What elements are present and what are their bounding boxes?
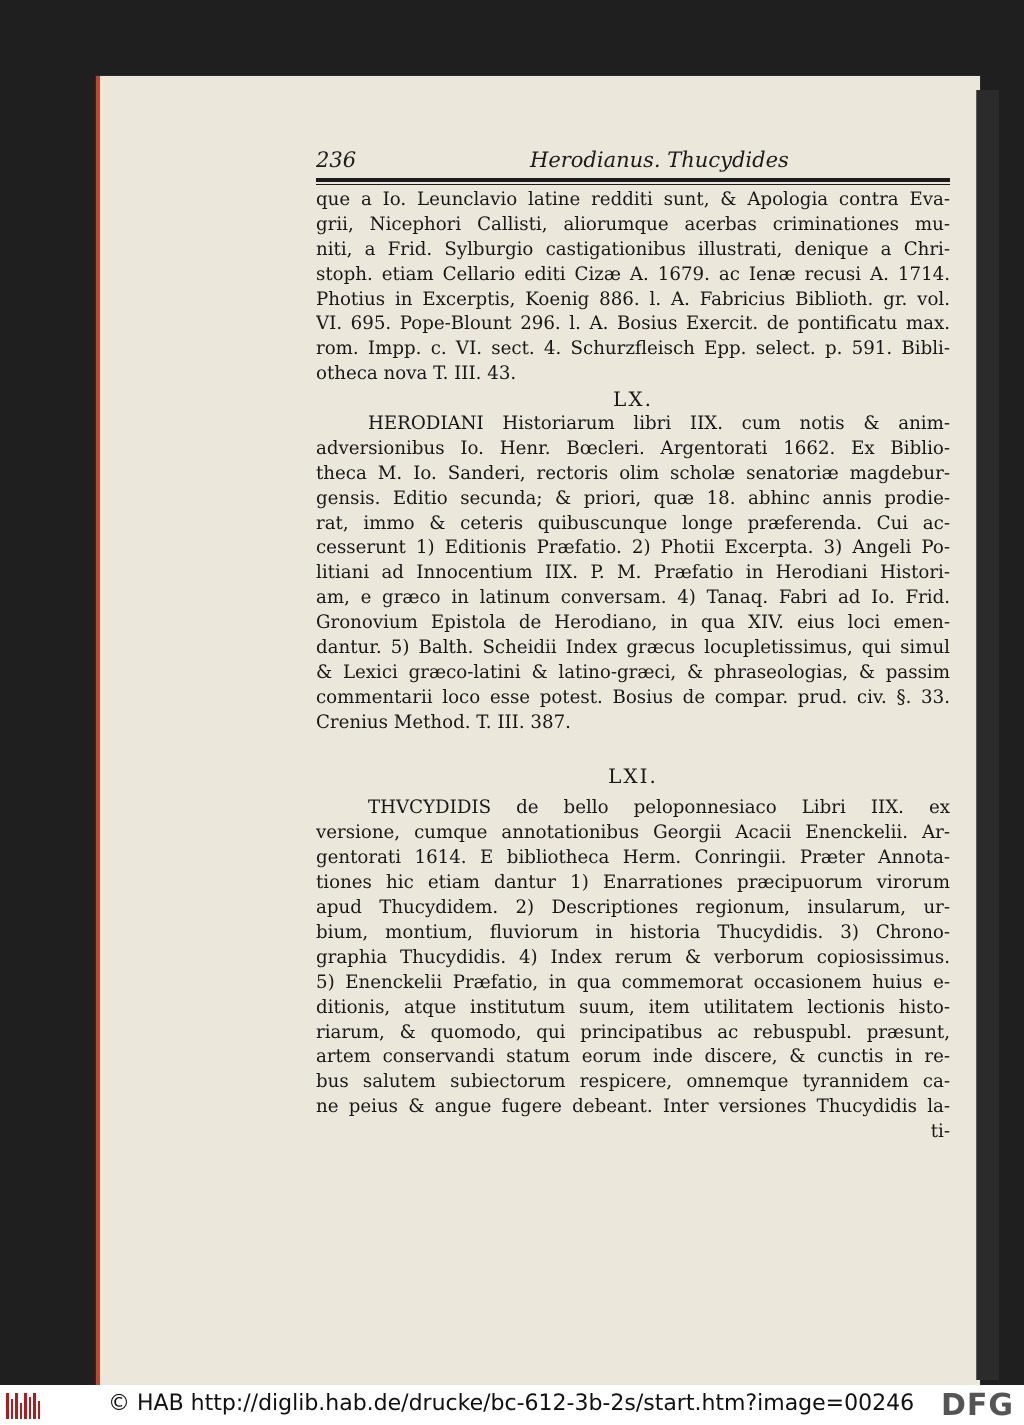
text-line: artem conservandi statum eorum inde discere, & cunctis in re- <box>316 1046 950 1068</box>
text-line: gensis. Editio secunda; & priori, quæ 18. abhinc annis prodie- <box>316 487 950 509</box>
text-line: & Lexici græco-latini & latino-græci, & phraseologias, & passim <box>316 661 950 683</box>
text-line: VI. 695. Pope-Blount 296. l. A. Bosius Exercit. de pontificatu max. <box>316 313 950 335</box>
header-rule-thin <box>316 184 950 185</box>
page-header <box>316 148 950 176</box>
text-line: theca M. Io. Sanderi, rectoris olim scholæ senatoriæ magdebur- <box>316 462 950 484</box>
hab-logo-icon <box>6 1393 40 1419</box>
text-line: am, e græco in latinum conversam. 4) Tanaq. Fabri ad Io. Frid. <box>316 587 950 609</box>
section-heading-lxi: LXI. <box>608 763 658 788</box>
copyright-url[interactable]: © HAB http://diglib.hab.de/drucke/bc-612-3b-2s/start.htm?image=00246 <box>108 1391 915 1416</box>
text-line: niti, a Frid. Sylburgio castigationibus illustrati, denique a Chri- <box>316 238 950 260</box>
section-heading-lx: LX. <box>613 387 653 412</box>
page-stack-edge <box>976 90 999 1380</box>
dfg-logo: DFG <box>940 1388 1014 1423</box>
catchword: ti- <box>930 1121 950 1143</box>
text-line: bus salutem subiectorum respicere, omnemque tyrannidem ca- <box>316 1071 950 1093</box>
text-line: tiones hic etiam dantur 1) Enarrationes præcipuorum virorum <box>316 872 950 894</box>
text-line: adversionibus Io. Henr. Bœcleri. Argentorati 1662. Ex Biblio- <box>316 437 950 459</box>
text-line: apud Thucydidem. 2) Descriptiones regionum, insularum, ur- <box>316 897 950 919</box>
text-line: commentarii loco esse potest. Bosius de compar. prud. civ. §. 33. <box>316 686 950 708</box>
text-line: Photius in Excerptis, Koenig 886. l. A. Fabricius Biblioth. gr. vol. <box>316 288 950 310</box>
text-line: que a Io. Leunclavio latine redditi sunt, & Apologia contra Eva- <box>316 189 950 210</box>
page-number: 236 <box>316 148 357 172</box>
text-line: rat, immo & ceteris quibuscunque longe præferenda. Cui ac- <box>316 512 950 534</box>
text-line: grii, Nicephori Callisti, aliorumque acerbas criminationes mu- <box>316 213 950 235</box>
text-line: otheca nova T. III. 43. <box>316 363 517 385</box>
text-line: ne peius & angue fugere debeant. Inter versiones Thucydidis la- <box>316 1096 950 1118</box>
text-line: rom. Impp. c. VI. sect. 4. Schurzfleisch Epp. select. p. 591. Bibli- <box>316 338 950 360</box>
text-line: litiani ad Innocentium IIX. P. M. Præfatio in Herodiani Histori- <box>316 562 950 584</box>
page-body <box>316 188 950 1145</box>
text-line: graphia Thucydidis. 4) Index rerum & verborum copiosissimus. <box>316 946 950 968</box>
text-line: cesserunt 1) Editionis Præfatio. 2) Photii Excerpta. 3) Angeli Po- <box>316 537 950 559</box>
running-title: Herodianus. Thucydides <box>530 148 789 172</box>
text-line: bium, montium, fluviorum in historia Thucydidis. 3) Chrono- <box>316 921 950 943</box>
text-line: ditionis, atque institutum suum, item utilitatem lectionis histo- <box>316 996 950 1018</box>
text-line: dantur. 5) Balth. Scheidii Index græcus locupletissimus, qui simul <box>316 637 950 659</box>
header-rule <box>316 178 950 182</box>
text-line: Gronovium Epistola de Herodiano, in qua XIV. eius loci emen- <box>316 612 950 634</box>
text-line: versione, cumque annotationibus Georgii Acacii Enenckelii. Ar- <box>316 822 950 844</box>
viewer-footer <box>0 1385 1024 1425</box>
text-line: HERODIANI Historiarum libri IIX. cum notis & anim- <box>368 413 950 435</box>
text-line: stoph. etiam Cellario editi Cizæ A. 1679. ac Ienæ recusi A. 1714. <box>316 263 950 285</box>
text-line: riarum, & quomodo, qui principatibus ac rebuspubl. præsunt, <box>316 1021 950 1043</box>
text-line: Crenius Method. T. III. 387. <box>316 711 571 733</box>
text-line: THVCYDIDIS de bello peloponnesiaco Libri IIX. ex <box>368 797 950 819</box>
text-line: 5) Enenckelii Præfatio, in qua commemorat occasionem huius e- <box>316 971 950 993</box>
text-line: gentorati 1614. E bibliotheca Herm. Conringii. Præter Annota- <box>316 847 950 869</box>
